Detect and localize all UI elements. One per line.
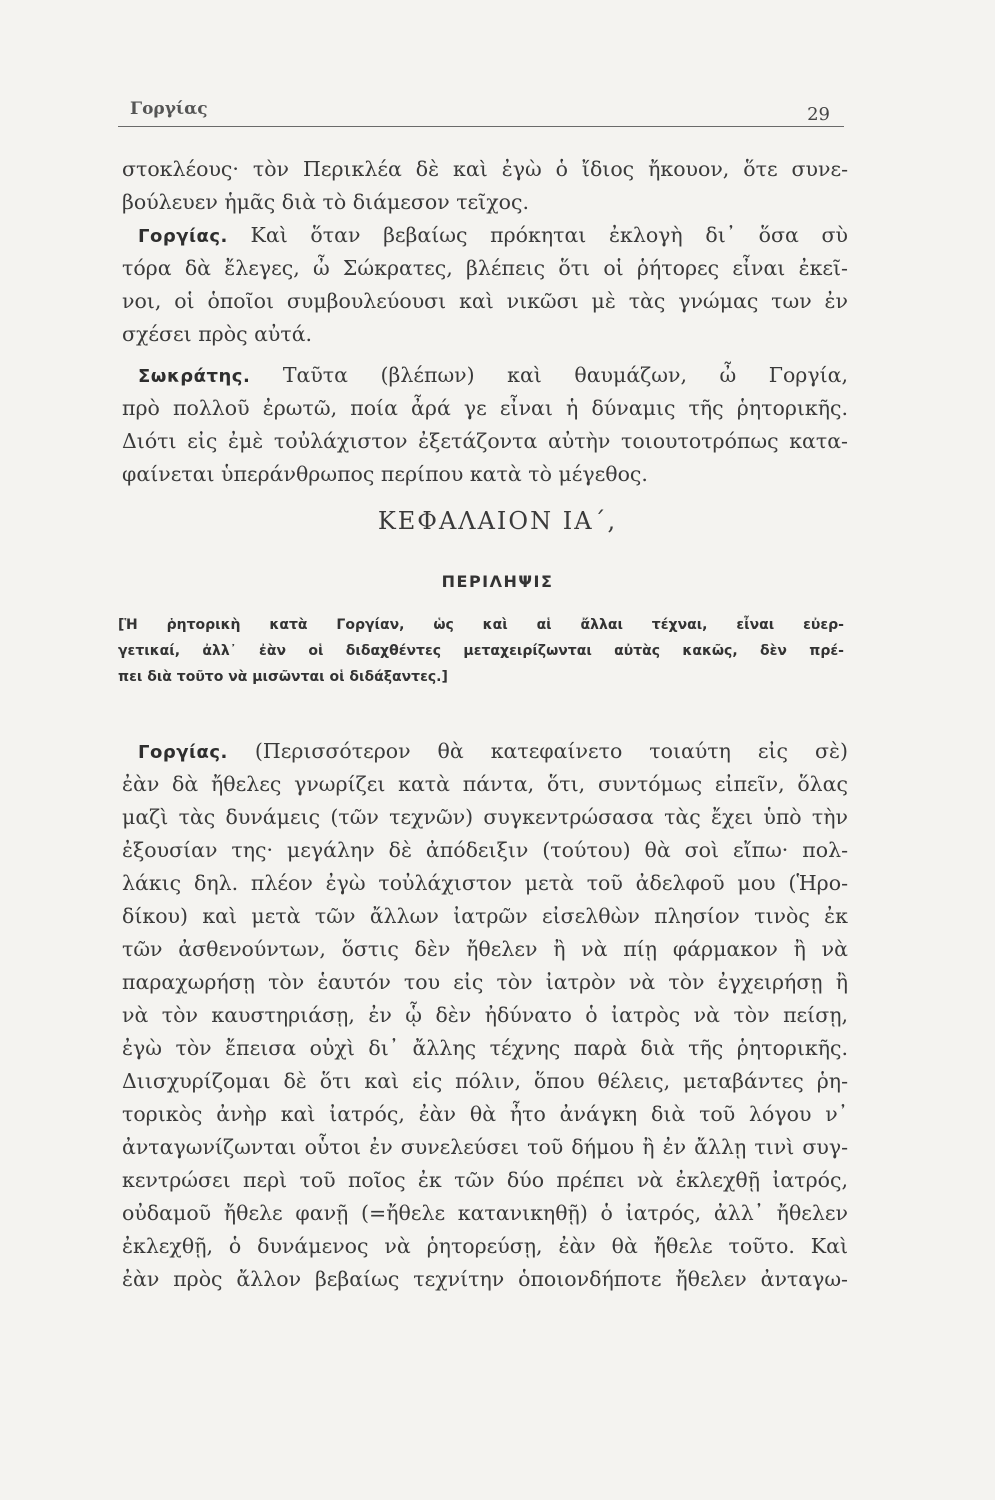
text-line: στοκλέους· τὸν Περικλέα δὲ καὶ ἐγὼ ὁ ἴδιος ἤκουον, ὅτε συνε-	[122, 157, 848, 181]
text-line: μαζὶ τὰς δυνάμεις (τῶν τεχνῶν) συγκεντρώσασα τὰς ἔχει ὑπὸ τὴν	[122, 805, 848, 829]
chapter-title: ΚΕΦΑΛΑΙΟΝ ΙΑ΄,	[377, 507, 618, 535]
text-line: παραχωρήσῃ τὸν ἑαυτόν του εἰς τὸν ἰατρὸν νὰ τὸν ἐγχειρήσῃ ἢ	[122, 970, 848, 994]
text-line: Γοργίας. Καὶ ὅταν βεβαίως πρόκηται ἐκλογὴ δι᾽ ὅσα σὺ	[138, 223, 848, 247]
speaker-label: Γοργίας.	[138, 742, 228, 763]
running-head: Γοργίας	[130, 99, 208, 119]
text-line: ἐκλεχθῇ, ὁ δυνάμενος νὰ ῥητορεύσῃ, ἐὰν θὰ ἤθελε τοῦτο. Καὶ	[122, 1234, 848, 1258]
text-line: Σωκράτης. Ταῦτα (βλέπων) καὶ θαυμάζων, ὦ Γοργία,	[138, 363, 848, 387]
text-line: ἀνταγωνίζωνται οὗτοι ἐν συνελεύσει τοῦ δήμου ἢ ἐν ἄλλῃ τινὶ συγ-	[122, 1135, 848, 1159]
text-line: πρὸ πολλοῦ ἐρωτῶ, ποία ἆρά γε εἶναι ἡ δύναμις τῆς ῥητορικῆς.	[122, 396, 848, 420]
text-line: νοι, οἱ ὁποῖοι συμβουλεύουσι καὶ νικῶσι μὲ τὰς γνώμας των ἐν	[122, 289, 848, 313]
text-line: λάκις δηλ. πλέον ἐγὼ τοὐλάχιστον μετὰ τοῦ ἀδελφοῦ μου (Ἡρο-	[122, 871, 848, 895]
text-line: Διισχυρίζομαι δὲ ὅτι καὶ εἰς πόλιν, ὅπου θέλεις, μεταβάντες ῥη-	[122, 1069, 848, 1093]
summary-line: γετικαί, ἀλλ᾽ ἐὰν οἱ διδαχθέντες μεταχειρίζωνται αὐτὰς κακῶς, δὲν πρέ-	[118, 643, 844, 659]
text-line: ἐὰν δὰ ἤθελες γνωρίζει κατὰ πάντα, ὅτι, συντόμως εἰπεῖν, ὅλας	[122, 772, 848, 796]
chapter-summary	[118, 612, 844, 690]
page-number: 29	[807, 104, 830, 125]
text-line: ἐξουσίαν της· μεγάλην δὲ ἀπόδειξιν (τούτου) θὰ σοὶ εἴπω· πολ-	[122, 838, 848, 862]
text-line: βούλευεν ἡμᾶς διὰ τὸ διάμεσον τεῖχος.	[122, 190, 529, 214]
text-line: Διότι εἰς ἐμὲ τοὐλάχιστον ἐξετάζοντα αὐτὴν τοιουτοτρόπως κατα-	[122, 429, 848, 453]
summary-line: πει διὰ τοῦτο νὰ μισῶνται οἱ διδάξαντες.]	[118, 669, 448, 685]
text-line: δίκου) καὶ μετὰ τῶν ἄλλων ἰατρῶν εἰσελθὼν πλησίον τινὸς ἐκ	[122, 904, 848, 928]
text-line: ἐγὼ τὸν ἔπεισα οὐχὶ δι᾽ ἄλλης τέχνης παρὰ διὰ τῆς ῥητορικῆς.	[122, 1036, 848, 1060]
speaker-label: Γοργίας.	[138, 226, 228, 247]
summary-heading: ΠΕΡΙΛΗΨΙΣ	[441, 572, 554, 591]
text-line: νὰ τὸν καυστηριάσῃ, ἐν ᾧ δὲν ἠδύνατο ὁ ἰατρὸς νὰ τὸν πείσῃ,	[122, 1003, 848, 1027]
summary-line: [Ἡ ῥητορικὴ κατὰ Γοργίαν, ὡς καὶ αἱ ἄλλαι τέχναι, εἶναι εὐερ-	[118, 617, 844, 633]
page-header	[118, 96, 844, 127]
text-line: σχέσει πρὸς αὐτά.	[122, 322, 313, 346]
text-line: Γοργίας. (Περισσότερον θὰ κατεφαίνετο τοιαύτη εἰς σὲ)	[138, 739, 848, 763]
text-line: ἐὰν πρὸς ἄλλον βεβαίως τεχνίτην ὁποιονδήποτε ἤθελεν ἀνταγω-	[122, 1267, 848, 1291]
text-line: οὐδαμοῦ ἤθελε φανῇ (=ἤθελε κατανικηθῇ) ὁ ἰατρός, ἀλλ᾽ ἤθελεν	[122, 1201, 848, 1225]
speaker-label: Σωκράτης.	[138, 366, 251, 387]
body-paragraph	[122, 735, 848, 1296]
top-paragraphs	[122, 153, 848, 491]
text-line: φαίνεται ὑπεράνθρωπος περίπου κατὰ τὸ μέγεθος.	[122, 462, 648, 486]
text-line: τῶν ἀσθενούντων, ὅστις δὲν ἤθελεν ἢ νὰ πίῃ φάρμακον ἢ νὰ	[122, 937, 848, 961]
text-line: τόρα δὰ ἔλεγες, ὦ Σώκρατες, βλέπεις ὅτι οἱ ῥήτορες εἶναι ἐκεῖ-	[122, 256, 848, 280]
text-line: κεντρώσει περὶ τοῦ ποῖος ἐκ τῶν δύο πρέπει νὰ ἐκλεχθῇ ἰατρός,	[122, 1168, 848, 1192]
text-line: τορικὸς ἀνὴρ καὶ ἰατρός, ἐὰν θὰ ἦτο ἀνάγκη διὰ τοῦ λόγου ν᾽	[122, 1102, 848, 1126]
